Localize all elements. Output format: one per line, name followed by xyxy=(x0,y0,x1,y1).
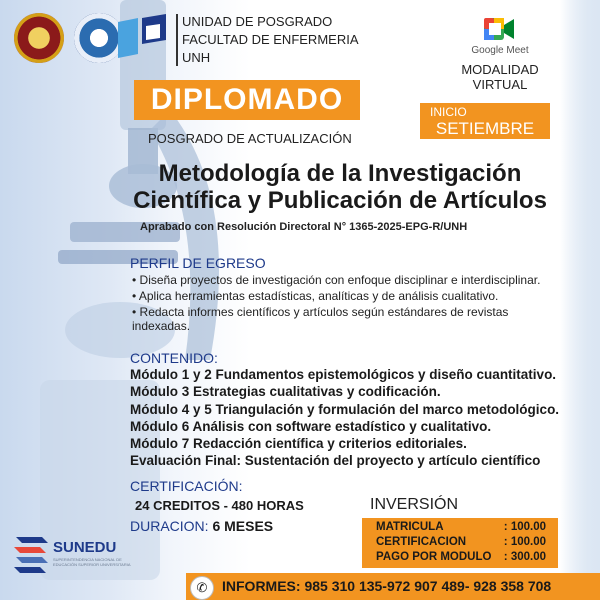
certificacion-detail: 24 CREDITOS - 480 HORAS xyxy=(135,498,304,513)
sunedu-logo-icon xyxy=(12,533,50,577)
approval-resolution: Aprabado con Resolución Directoral N° 1365-2025-EPG-R/UNH xyxy=(140,221,468,233)
contact-text: INFORMES: 985 310 135-972 907 489- 928 358 708 xyxy=(222,578,552,594)
module-item: Módulo 4 y 5 Triangulación y formulación del marco metodológico. xyxy=(130,401,560,417)
modality-line-1: MODALIDAD xyxy=(461,62,539,77)
institution-block xyxy=(182,13,358,67)
module-item: Módulo 6 Análisis con software estadístico y cualitativo. xyxy=(130,418,492,434)
sunedu-subtitle: SUPERINTENDENCIA NACIONAL DE EDUCACIÓN SUPERIOR UNIVERSITARIA xyxy=(53,557,131,567)
price-value: : 300.00 xyxy=(503,551,546,563)
institution-line-3: UNH xyxy=(182,50,211,65)
perfil-item: • Aplica herramientas estadísticas, analíticas y de análisis cualitativo. xyxy=(132,289,499,303)
duration-value: 6 MESES xyxy=(212,518,274,534)
contenido-heading: CONTENIDO: xyxy=(130,350,218,366)
institution-line-2: FACULTAD DE ENFERMERIA xyxy=(182,32,359,47)
start-label: INICIO xyxy=(430,105,467,119)
module-item: Módulo 3 Estrategias cualitativas y codificación. xyxy=(130,384,441,400)
program-subtitle: POSGRADO DE ACTUALIZACIÓN xyxy=(148,131,352,146)
price-row xyxy=(376,521,546,533)
perfil-heading: PERFIL DE EGRESO xyxy=(130,255,266,271)
price-box xyxy=(362,518,558,568)
institution-line-1: UNIDAD DE POSGRADO xyxy=(182,14,333,29)
university-seal-icon xyxy=(14,13,64,63)
logo-row xyxy=(14,8,124,68)
program-title-line-2: Científica y Publicación de Artículos xyxy=(133,187,547,214)
google-meet-icon xyxy=(484,16,514,42)
program-title-line-1: Metodología de la Investigación xyxy=(158,160,522,187)
inversion-heading: INVERSIÓN xyxy=(370,496,459,513)
perfil-list xyxy=(132,273,552,335)
program-title xyxy=(120,160,560,214)
price-row xyxy=(376,551,546,563)
start-month: SETIEMBRE xyxy=(435,119,535,138)
module-item: Módulo 1 y 2 Fundamentos epistemológicos y diseño cuantitativo. xyxy=(130,367,557,382)
modality-line-2: VIRTUAL xyxy=(472,77,528,92)
module-list xyxy=(130,366,590,470)
price-label: MATRICULA xyxy=(376,521,444,533)
right-edge-gradient xyxy=(560,0,600,600)
start-date-badge xyxy=(420,103,550,139)
price-row xyxy=(376,536,546,548)
epg-logo-icon xyxy=(114,10,170,62)
module-item: Evaluación Final: Sustentación del proyecto y artículo científico xyxy=(130,453,541,469)
header-divider xyxy=(176,14,178,66)
perfil-item: • Redacta informes científicos y artículos según estándares de revistas indexadas. xyxy=(132,305,509,333)
certificacion-heading: CERTIFICACIÓN: xyxy=(130,478,243,494)
module-item: Módulo 7 Redacción científica y criterios editoriales. xyxy=(130,436,467,452)
price-label: CERTIFICACION xyxy=(376,536,467,548)
duration-label: DURACION: xyxy=(130,518,209,534)
price-label: PAGO POR MODULO xyxy=(376,551,492,563)
price-value: : 100.00 xyxy=(503,536,546,548)
modality xyxy=(445,62,555,92)
diplomado-badge: DIPLOMADO xyxy=(134,80,360,120)
perfil-item: • Diseña proyectos de investigación con enfoque disciplinar e interdisciplinar. xyxy=(132,273,541,287)
price-value: : 100.00 xyxy=(503,521,546,533)
phone-icon: ✆ xyxy=(190,576,214,600)
duration xyxy=(130,518,273,534)
sunedu-name: SUNEDU xyxy=(53,539,117,556)
google-meet-label: Google Meet xyxy=(471,45,529,56)
